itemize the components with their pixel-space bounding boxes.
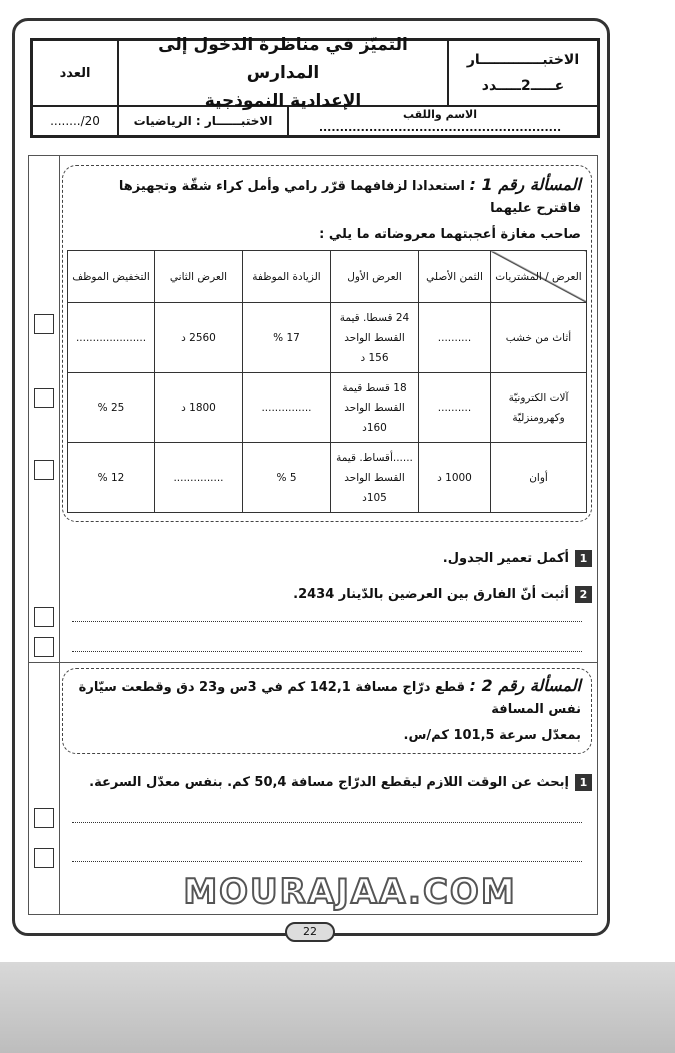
grading-checkbox[interactable] xyxy=(34,637,54,657)
table-row xyxy=(68,443,587,513)
table-cell[interactable]: ......أقساط. قيمة القسط الواحد 105د xyxy=(331,443,419,513)
problem2-statement xyxy=(73,675,581,721)
header-cell: العرض / المشتريات xyxy=(491,251,587,303)
question-number: 1 xyxy=(575,774,592,791)
table-cell: أثاث من خشب xyxy=(491,303,587,373)
problem1-box xyxy=(62,165,592,522)
grade-label: العدد xyxy=(59,65,91,81)
title-line2: الإعدادية النموذجية xyxy=(204,91,362,111)
question-text: أكمل تعمير الجدول. xyxy=(442,551,569,566)
name-field[interactable]: الاسم واللقب .......................................................... xyxy=(287,107,597,135)
problem2-text: قطع درّاج مسافة 142,1 كم في 3س و23 دق وقطعت سيّارة نفس المسافة xyxy=(78,680,581,717)
problem1-text: استعدادا لزفافهما قرّر رامي وأمل كراء شقّة وتجهيزها فاقترح عليهما xyxy=(118,179,581,216)
table-cell[interactable]: .......... xyxy=(419,373,491,443)
table-cell: 2560 د xyxy=(155,303,243,373)
grading-checkbox[interactable] xyxy=(34,607,54,627)
question-1-2 xyxy=(70,584,592,606)
table-cell: 1000 د xyxy=(419,443,491,513)
table-cell[interactable]: ............... xyxy=(243,373,331,443)
exam-header xyxy=(30,35,600,138)
score-field: 20/........ xyxy=(50,114,100,128)
table-cell[interactable]: .......... xyxy=(419,303,491,373)
header-cell: التخفيض الموظف xyxy=(68,251,155,303)
table-row xyxy=(68,373,587,443)
scan-background xyxy=(0,962,675,1053)
page-number: 22 xyxy=(285,922,335,942)
header-cell: العرض الثاني xyxy=(155,251,243,303)
problem2-box xyxy=(62,668,592,754)
offers-table xyxy=(67,250,587,513)
question-number: 1 xyxy=(575,550,592,567)
problem1-statement xyxy=(67,174,587,220)
table-cell: 25 % xyxy=(68,373,155,443)
table-row xyxy=(68,303,587,373)
header-cell: الزيادة الموظفة xyxy=(243,251,331,303)
question-2-1 xyxy=(70,772,592,794)
problem1-title: المسألة رقم 1 : xyxy=(469,175,581,194)
question-text: إبحث عن الوقت اللازم ليقطع الدرّاج مسافة 50,4 كم. بنفس معدّل السرعة. xyxy=(89,775,569,790)
table-cell[interactable]: ..................... xyxy=(68,303,155,373)
grading-checkbox[interactable] xyxy=(34,388,54,408)
answer-line[interactable] xyxy=(72,651,582,652)
grading-checkbox[interactable] xyxy=(34,460,54,480)
table-cell: 12 % xyxy=(68,443,155,513)
subject: الاختبــــــار : الرياضيات xyxy=(117,107,287,135)
problem2-title: المسألة رقم 2 : xyxy=(469,676,581,695)
table-cell[interactable]: ............... xyxy=(155,443,243,513)
table-cell: 17 % xyxy=(243,303,331,373)
question-1-1 xyxy=(70,548,592,570)
grading-checkbox[interactable] xyxy=(34,314,54,334)
question-number: 2 xyxy=(575,586,592,603)
test-label: الاختبـــــــــــــار xyxy=(466,52,580,68)
table-cell: 18 قسط قيمة القسط الواحد 160د xyxy=(331,373,419,443)
table-cell: آلات الكترونيّة وكهرومنزليّة xyxy=(491,373,587,443)
header-cell: الثمن الأصلي xyxy=(419,251,491,303)
header-cell: العرض الأول xyxy=(331,251,419,303)
table-cell: أوان xyxy=(491,443,587,513)
divider xyxy=(28,662,598,663)
grading-column xyxy=(28,155,60,915)
title-line1: التميّز في مناظرة الدخول إلى المدارس xyxy=(158,35,408,83)
table-cell: 5 % xyxy=(243,443,331,513)
grading-checkbox[interactable] xyxy=(34,808,54,828)
problem1-text2: صاحب مغازة أعجبتهما معروضاته ما يلي : xyxy=(319,227,581,242)
answer-line[interactable] xyxy=(72,822,582,823)
table-cell: 24 قسطا. قيمة القسط الواحد 156 د xyxy=(331,303,419,373)
table-cell: 1800 د xyxy=(155,373,243,443)
watermark: MOURAJAA.COM xyxy=(183,872,517,912)
table-header-row xyxy=(68,251,587,303)
test-number: عـــــ2ـــــدد xyxy=(481,78,565,94)
question-text: أثبت أنّ الفارق بين العرضين بالدّينار 2434. xyxy=(293,587,569,602)
answer-line[interactable] xyxy=(72,621,582,622)
grading-checkbox[interactable] xyxy=(34,848,54,868)
problem2-text2: بمعدّل سرعة 101,5 كم/س. xyxy=(403,728,581,743)
answer-line[interactable] xyxy=(72,861,582,862)
